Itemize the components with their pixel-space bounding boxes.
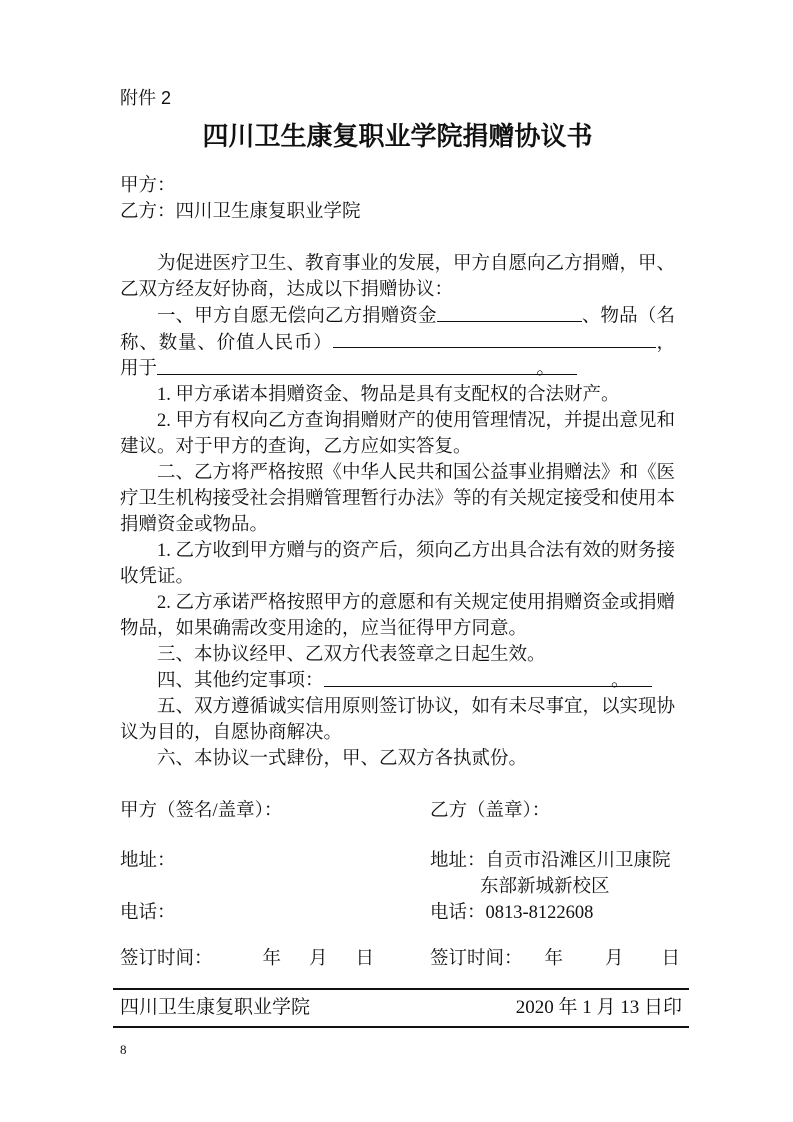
blank-line-other-terms — [324, 668, 652, 691]
party-b-address-line1 — [430, 848, 675, 874]
clause-1-text-3: ，用于 — [120, 333, 675, 379]
party-b-name: 四川卫生康复职业学院 — [175, 202, 361, 222]
signature-row-sign — [120, 798, 675, 824]
document-title: 四川卫生康复职业学院捐赠协议书 — [202, 122, 593, 151]
agreement-body — [120, 251, 675, 772]
party-b-label: 乙方： — [120, 202, 176, 222]
clause-1-1 — [120, 382, 675, 408]
clause-4-period: 。 — [611, 671, 630, 691]
party-a-month-label: 月 — [309, 949, 328, 969]
party-b-address-value-2: 东部新城新校区 — [480, 877, 610, 897]
clause-2-text: 二、乙方将严格按照《中华人民共和国公益事业捐赠法》和《医疗卫生机构接受社会捐赠管理暂行办法》等的有关规定接受和使用本捐赠资金或物品。 — [120, 463, 676, 535]
clause-2-2 — [120, 590, 675, 642]
blank-line-funds — [437, 303, 582, 322]
intro-text: 为促进医疗卫生、教育事业的发展，甲方自愿向乙方捐赠，甲、乙双方经友好协商，达成以下捐赠协议： — [120, 254, 676, 300]
signature-row-date — [120, 946, 681, 972]
clause-1 — [120, 303, 675, 382]
clause-3 — [120, 642, 675, 668]
clause-5-text: 五、双方遵循诚实信用原则签订协议，如有未尽事宜，以实现协议为目的，自愿协商解决。 — [120, 697, 676, 743]
clause-1-2-text: 2. 甲方有权向乙方查询捐赠财产的使用管理情况，并提出意见和建议。对于甲方的查询，乙方应如实答复。 — [120, 411, 676, 457]
clause-1-2 — [120, 408, 675, 460]
party-b-address-label: 地址： — [430, 851, 486, 871]
clause-1-period: 。 — [536, 359, 556, 379]
party-a-year-label: 年 — [262, 949, 282, 969]
clause-1-1-text: 1. 甲方承诺本捐赠资金、物品是具有支配权的合法财产。 — [157, 385, 620, 405]
intro-paragraph — [120, 251, 675, 303]
clause-5 — [120, 694, 675, 746]
clause-2-2-text: 2. 乙方承诺严格按照甲方的意愿和有关规定使用捐赠资金或捐赠物品，如果确需改变用途的，应当征得甲方同意。 — [120, 593, 676, 639]
party-b-address-cell — [430, 848, 675, 900]
document-footer — [113, 988, 689, 1028]
party-a-line — [120, 173, 675, 199]
party-a-phone-label: 电话： — [120, 903, 176, 923]
party-b-sign-date-label: 签订时间： — [430, 949, 523, 969]
party-b-sign-label: 乙方（盖章）： — [430, 801, 551, 821]
clause-4-label: 四、其他约定事项： — [157, 671, 324, 691]
party-a-sign-label: 甲方（签名/盖章）： — [120, 801, 283, 821]
party-a-phone-cell — [120, 900, 430, 926]
footer-print-date: 2020 年 1 月 13 日印 — [515, 997, 682, 1018]
party-b-month-label: 月 — [605, 949, 624, 969]
clause-4 — [120, 668, 675, 694]
party-a-address-label: 地址： — [120, 851, 176, 871]
page-number: 8 — [120, 1042, 127, 1057]
signature-row-phone — [120, 900, 675, 926]
signature-row-address — [120, 848, 675, 900]
parties-section — [120, 173, 675, 225]
clause-2-1-text: 1. 乙方收到甲方赠与的资产后，须向乙方出具合法有效的财务接收凭证。 — [120, 541, 676, 587]
party-b-day-label: 日 — [661, 949, 681, 969]
blank-line-items — [333, 330, 656, 349]
clause-1-text-1: 一、甲方自愿无偿向乙方捐赠资金 — [157, 306, 437, 327]
clause-2-1 — [120, 538, 675, 590]
footer-issuer: 四川卫生康复职业学院 — [120, 997, 311, 1018]
blank-line-purpose — [157, 356, 577, 379]
party-b-year-label: 年 — [544, 949, 564, 969]
party-a-day-label: 日 — [355, 949, 375, 969]
party-b-phone-value: 0813-8122608 — [485, 903, 594, 923]
party-b-phone-label: 电话： — [430, 903, 486, 923]
party-a-address-cell — [120, 848, 430, 900]
party-a-sign-date — [120, 946, 430, 972]
clause-6 — [120, 746, 675, 772]
party-a-sign-date-label: 签订时间： — [120, 949, 213, 969]
clause-1-text-2: 、物品（名称、数量、价值人民币） — [120, 306, 675, 353]
party-b-sign-date — [430, 946, 681, 972]
party-b-phone-cell — [430, 900, 675, 926]
clause-2 — [120, 460, 675, 538]
party-b-address-value-1: 自贡市沿滩区川卫康院 — [485, 851, 671, 871]
clause-3-text: 三、本协议经甲、乙双方代表签章之日起生效。 — [157, 645, 546, 665]
clause-6-text: 六、本协议一式肆份，甲、乙双方各执贰份。 — [157, 749, 528, 769]
attachment-label: 附件 2 — [120, 88, 172, 108]
signature-section — [120, 798, 681, 972]
party-a-label: 甲方： — [120, 176, 176, 196]
party-b-line — [120, 199, 675, 225]
